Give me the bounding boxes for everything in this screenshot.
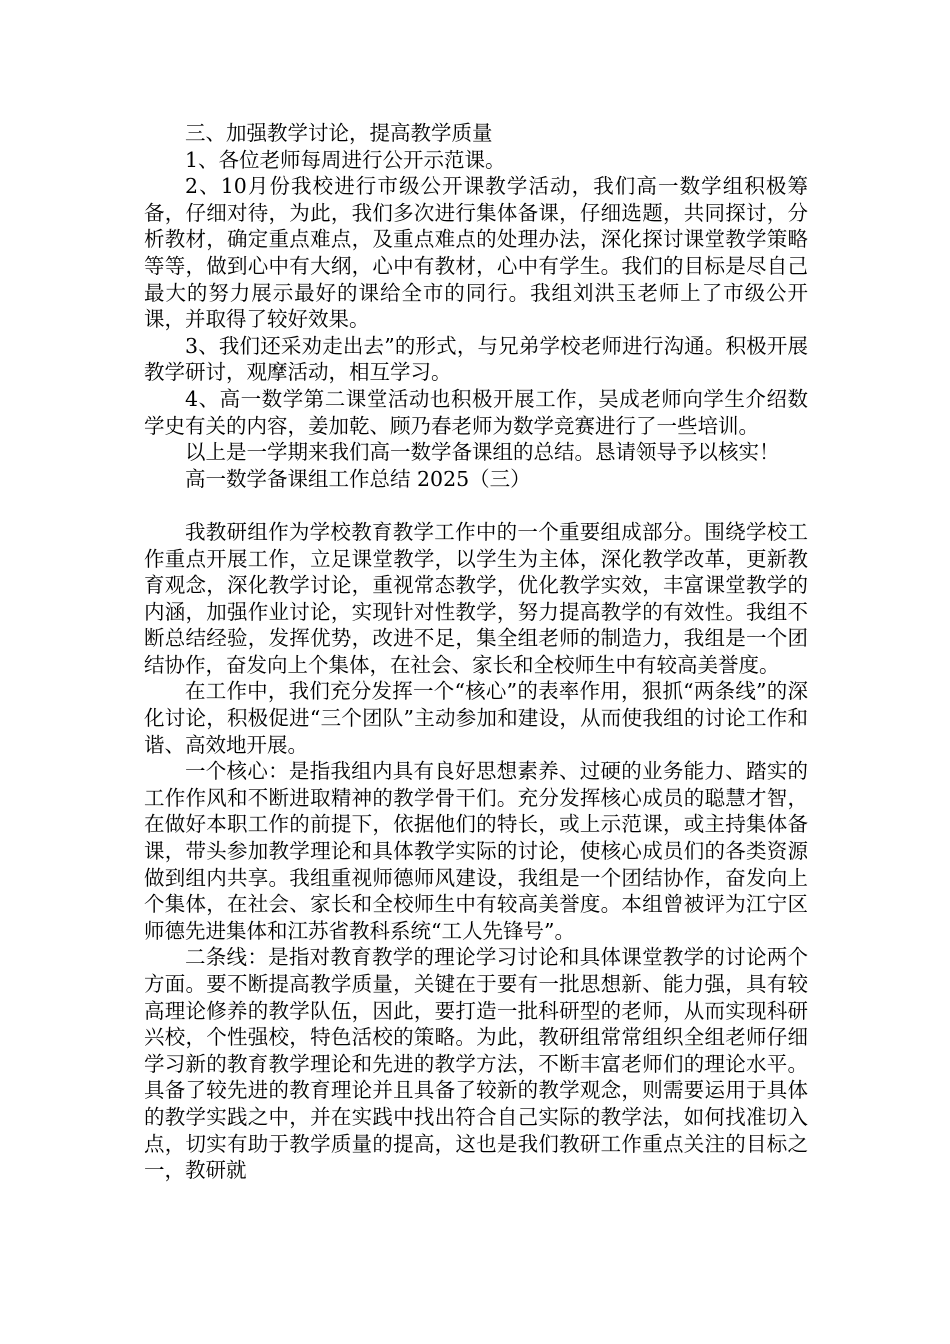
- paragraph-core-role: 在工作中，我们充分发挥一个“核心”的表率作用，狠抓“两条线”的深化讨论，积极促进“三个团队”主动参加和建设，从而使我组的讨论工作和谐、高效地开展。: [144, 679, 808, 757]
- paragraph-item-4: 4、高一数学第二课堂活动也积极开展工作，吴成老师向学生介绍数学史有关的内容，姜加乾、顾乃春老师为数学竞赛进行了一些培训。: [144, 386, 808, 438]
- section-heading-3: 三、加强教学讨论，提高教学质量: [185, 121, 493, 145]
- document-title: 高一数学备课组工作总结 2025（三）: [185, 466, 531, 491]
- paragraph-one-core: 一个核心：是指我组内具有良好思想素养、过硬的业务能力、踏实的工作作风和不断进取精神的教学骨干们。充分发挥核心成员的聪慧才智，在做好本职工作的前提下，依据他们的特长，或上示范课，或主持集体备课，带头参加教学理论和具体教学实际的讨论，使核心成员们的各类资源做到组内共享。我组重视师德师风建设，我组是一个团结协作，奋发向上个集体，在社会、家长和全校师生中有较高美誉度。本组曾被评为江宁区师德先进集体和江苏省教科系统“工人先锋号”。: [144, 759, 808, 943]
- paragraph-two-lines: 二条线：是指对教育教学的理论学习讨论和具体课堂教学的讨论两个方面。要不断提高教学质量，关键在于要有一批思想新、能力强，具有较高理论修养的教学队伍，因此，要打造一批科研型的老师，从而实现科研兴校，个性强校，特色活校的策略。为此，教研组常常组织全组老师仔细学习新的教育教学理论和先进的教学方法，不断丰富老师们的理论水平。具备了较先进的教育理论并且具备了较新的教学观念，则需要运用于具体的教学实践之中，并在实践中找出符合自己实际的教学法，如何找准切入点，切实有助于教学质量的提高，这也是我们教研工作重点关注的目标之一，教研就: [144, 945, 808, 1183]
- document-page: [144, 120, 808, 1184]
- paragraph-item-1: 1、各位老师每周进行公开示范课。: [185, 147, 506, 172]
- blank-line: [144, 492, 808, 519]
- paragraph-item-3: 3、我们还采劝走出去”的形式，与兄弟学校老师进行沟通。积极开展教学研讨，观摩活动，相互学习。: [144, 333, 808, 385]
- paragraph-item-2: 2、10月份我校进行市级公开课教学活动，我们高一数学组积极筹备，仔细对待，为此，我们多次进行集体备课，仔细选题，共同探讨，分析教材，确定重点难点，及重点难点的处理办法，深化探讨课堂教学策略等等，做到心中有大纲，心中有教材，心中有学生。我们的目标是尽自己最大的努力展示最好的课给全市的同行。我组刘洪玉老师上了市级公开课，并取得了较好效果。: [144, 174, 808, 332]
- paragraph-intro: 我教研组作为学校教育教学工作中的一个重要组成部分。围绕学校工作重点开展工作，立足课堂教学，以学生为主体，深化教学改革，更新教育观念，深化教学讨论，重视常态教学，优化教学实效，丰富课堂教学的内涵，加强作业讨论，实现针对性教学，努力提高教学的有效性。我组不断总结经验，发挥优势，改进不足，集全组老师的制造力，我组是一个团结协作，奋发向上个集体，在社会、家长和全校师生中有较高美誉度。: [144, 519, 808, 677]
- paragraph-conclusion: 以上是一学期来我们高一数学备课组的总结。恳请领导予以核实！: [185, 440, 780, 465]
